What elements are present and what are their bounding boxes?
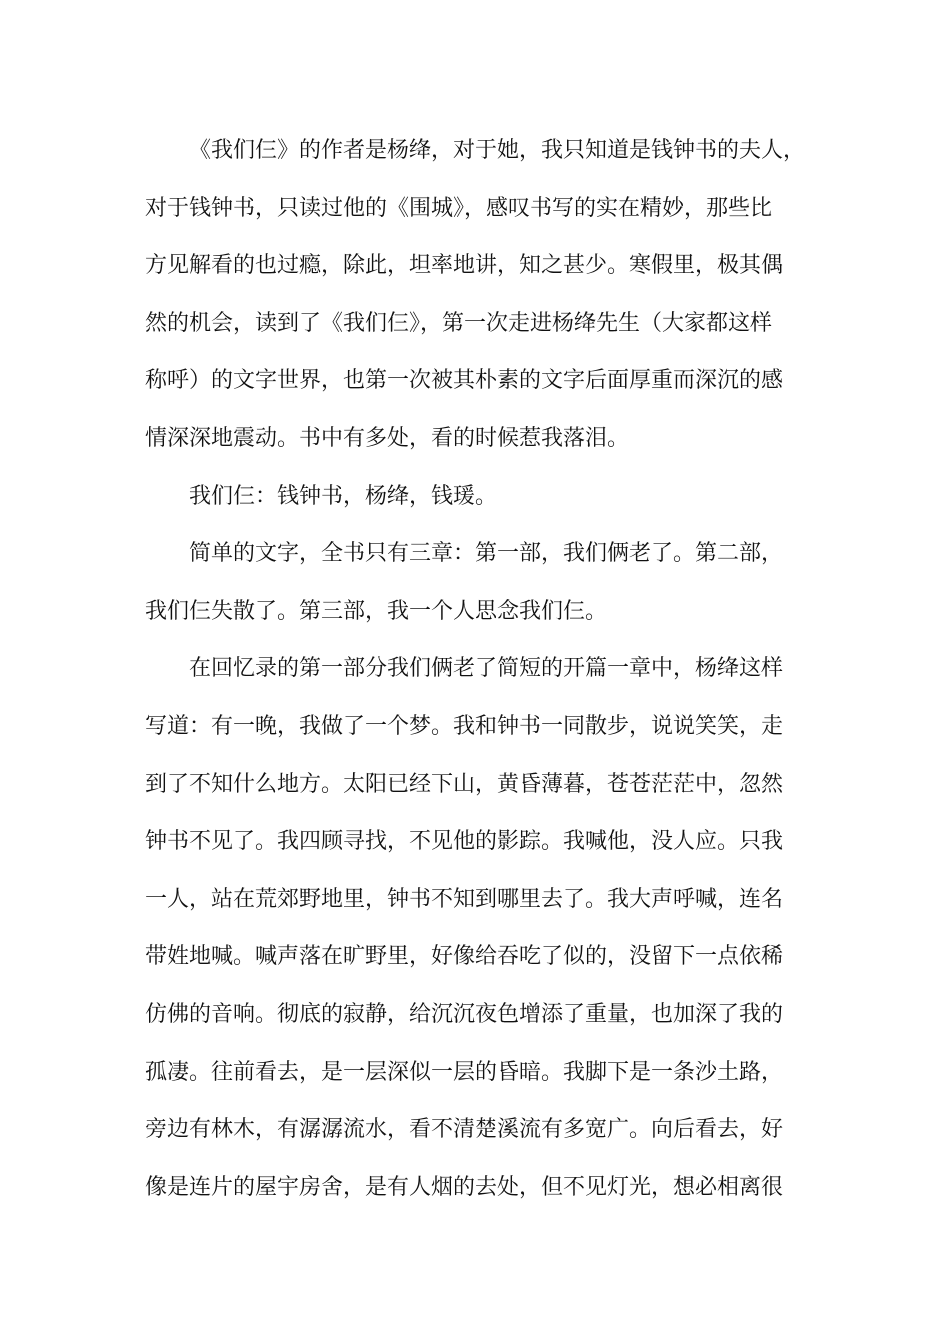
paragraph-4-line-3: 到了不知什么地方。太阳已经下山，黄昏薄暮，苍苍茫茫中，忽然 — [145, 771, 784, 797]
paragraph-3-line-2: 我们仨失散了。第三部，我一个人思念我们仨。 — [145, 598, 608, 624]
paragraph-4-line-7: 仿佛的音响。彻底的寂静，给沉沉夜色增添了重量，也加深了我的 — [145, 1001, 784, 1027]
paragraph-1-line-4: 然的机会，读到了《我们仨》，第一次走进杨绛先生（大家都这样 — [145, 310, 773, 336]
paragraph-1-line-1: 《我们仨》的作者是杨绛，对于她，我只知道是钱钟书的夫人， — [189, 138, 806, 163]
paragraph-1-line-2: 对于钱钟书，只读过他的《围城》，感叹书写的实在精妙，那些比 — [145, 195, 773, 221]
paragraph-4-line-8: 孤凄。往前看去，是一层深似一层的昏暗。我脚下是一条沙土路， — [145, 1059, 784, 1085]
paragraph-3-line-1: 简单的文字，全书只有三章：第一部，我们俩老了。第二部， — [189, 541, 784, 567]
paragraph-1-line-5: 称呼）的文字世界，也第一次被其朴素的文字后面厚重而深沉的感 — [145, 368, 784, 394]
paragraph-4-line-2: 写道：有一晚，我做了一个梦。我和钟书一同散步，说说笑笑，走 — [145, 713, 784, 739]
paragraph-4-line-1: 在回忆录的第一部分我们俩老了简短的开篇一章中，杨绛这样 — [189, 656, 784, 682]
paragraph-1-line-3: 方见解看的也过瘾，除此，坦率地讲，知之甚少。寒假里，极其偶 — [145, 253, 784, 279]
document-body — [145, 122, 815, 1216]
paragraph-4-line-4: 钟书不见了。我四顾寻找，不见他的影踪。我喊他，没人应。只我 — [145, 829, 784, 855]
paragraph-4-line-10: 像是连片的屋宇房舍，是有人烟的去处，但不见灯光，想必相离很 — [145, 1174, 784, 1200]
paragraph-1-line-6: 情深深地震动。书中有多处，看的时候惹我落泪。 — [145, 425, 630, 451]
paragraph-2-line-1: 我们仨：钱钟书，杨绛，钱瑗。 — [189, 483, 498, 509]
paragraph-4-line-6: 带姓地喊。喊声落在旷野里，好像给吞吃了似的，没留下一点依稀 — [145, 944, 784, 970]
paragraph-4-line-5: 一人，站在荒郊野地里，钟书不知到哪里去了。我大声呼喊，连名 — [145, 886, 784, 912]
paragraph-4-line-9: 旁边有林木，有潺潺流水，看不清楚溪流有多宽广。向后看去，好 — [145, 1117, 784, 1143]
